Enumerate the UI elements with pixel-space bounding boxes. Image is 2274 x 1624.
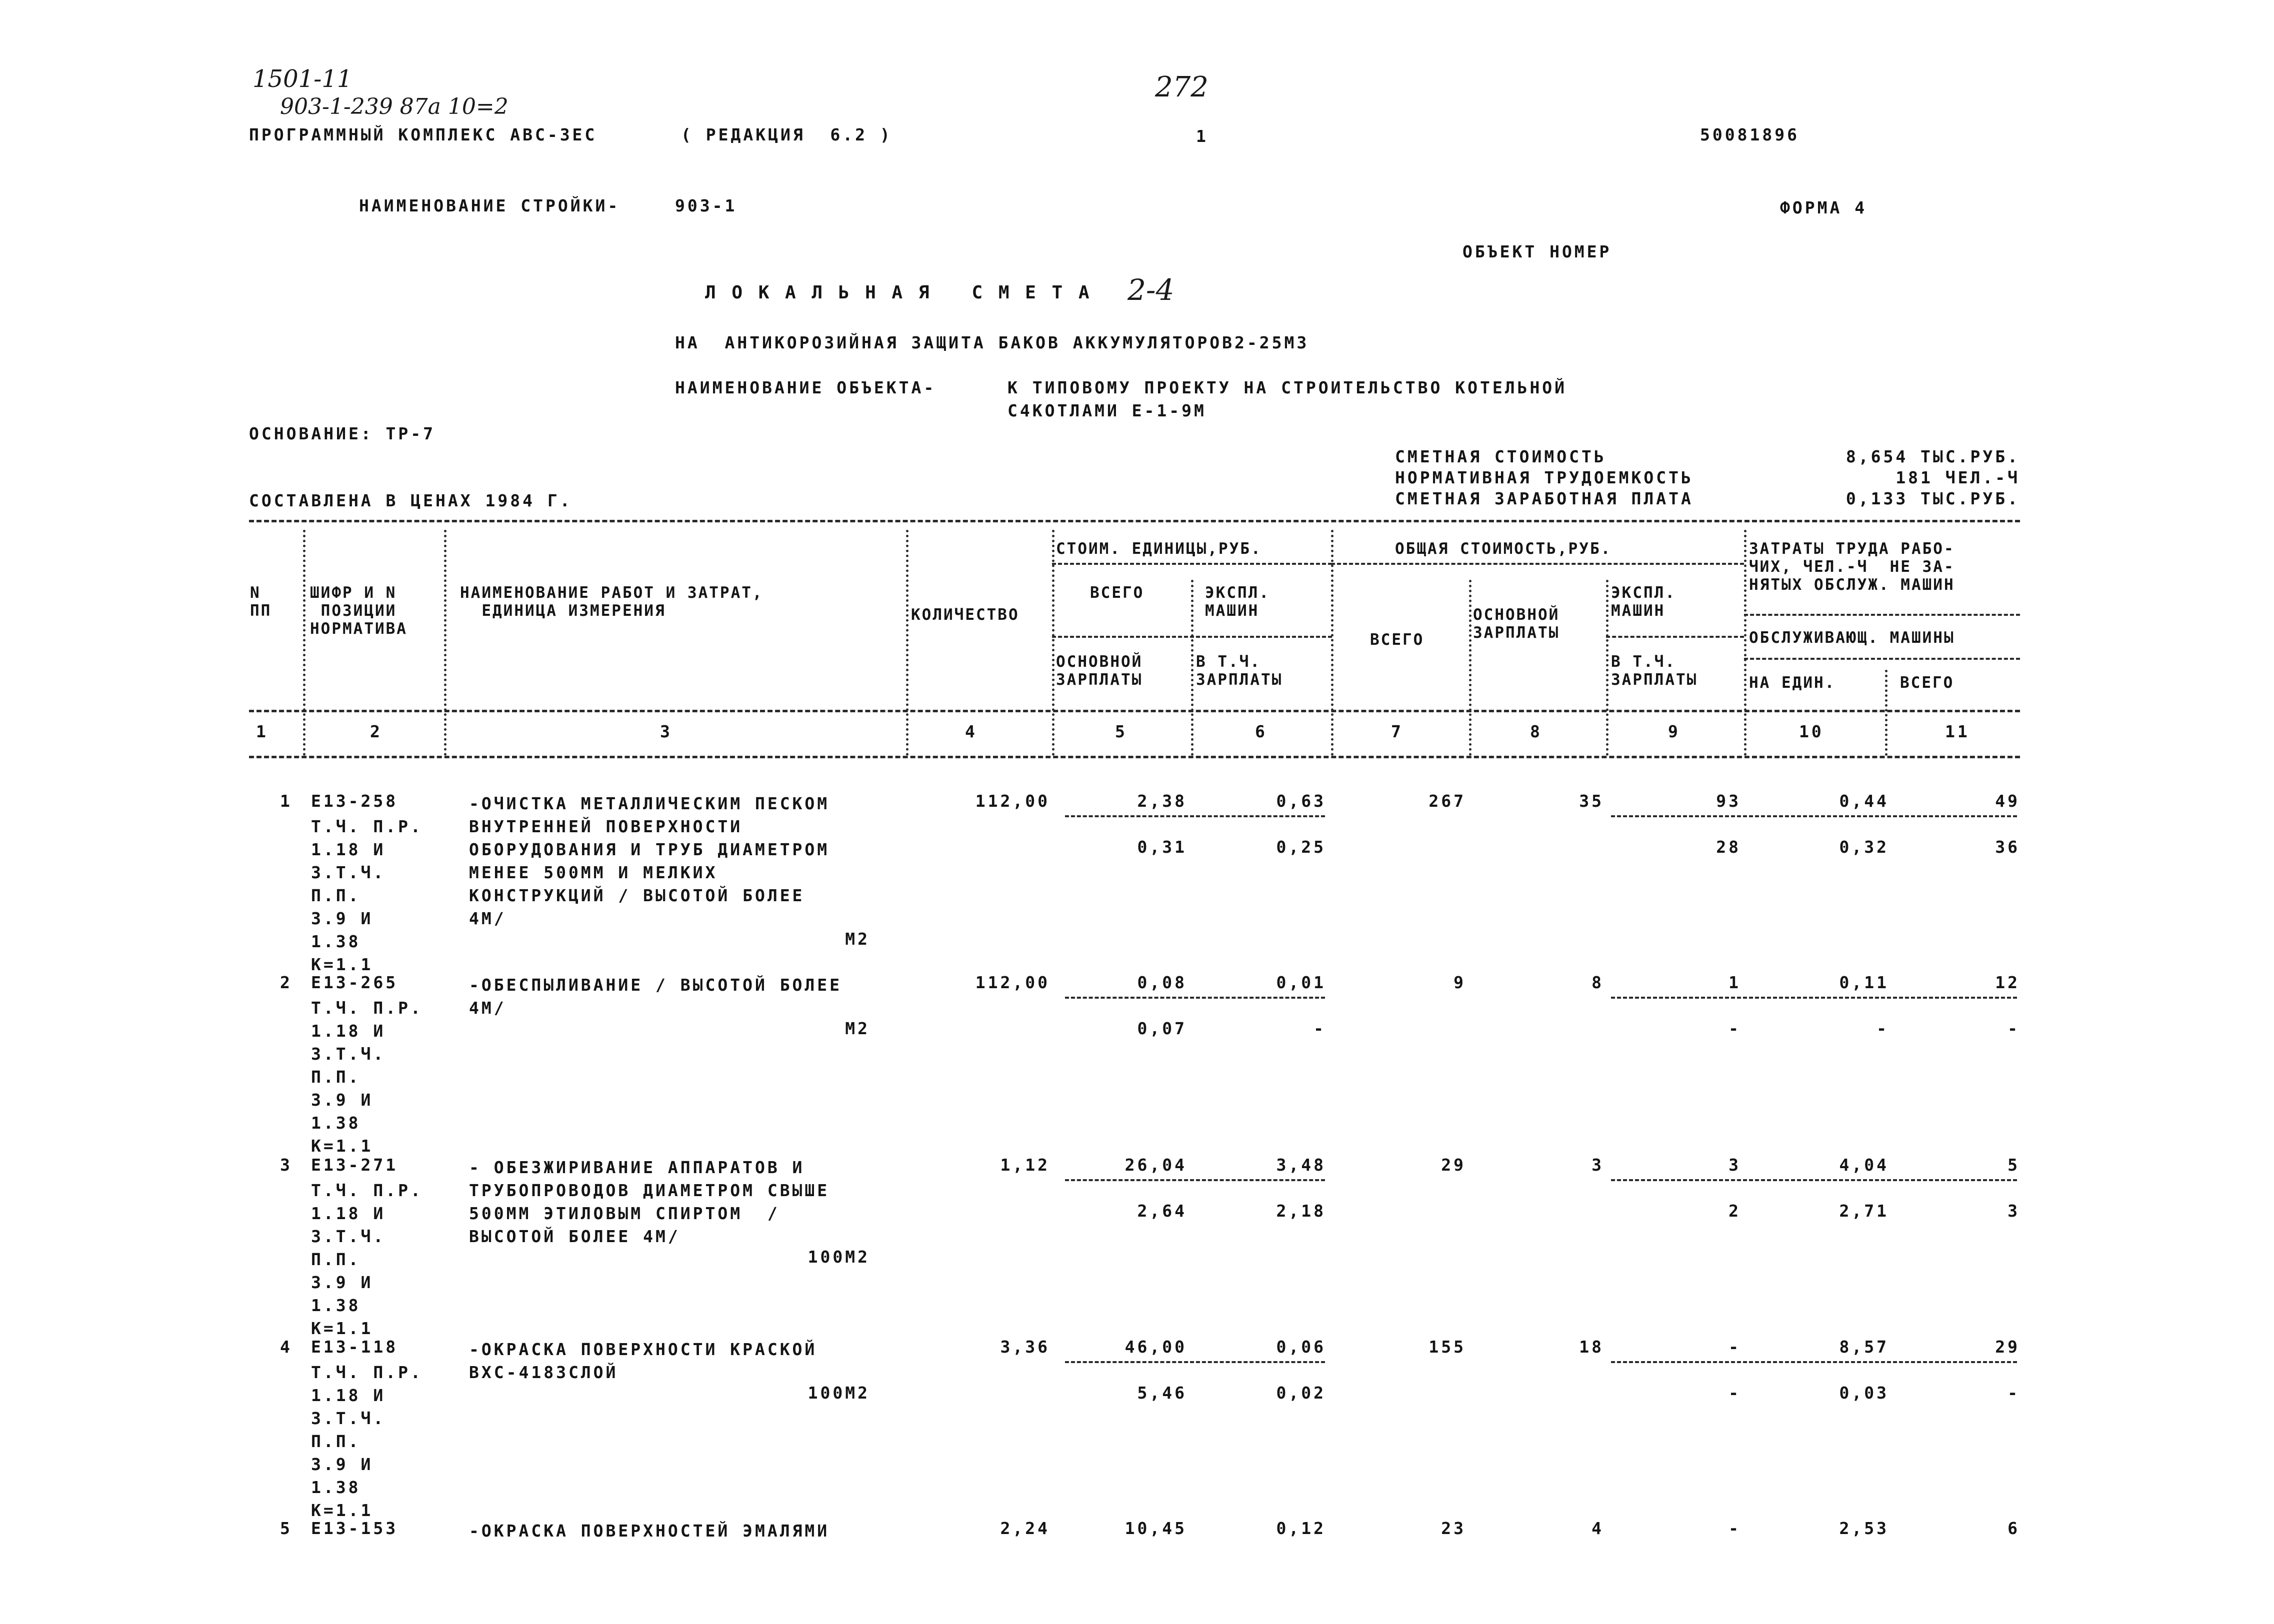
cell-u-total: 10,45	[1124, 1519, 1187, 1538]
col-header-labor-machines: ОБСЛУЖИВАЮЩ. МАШИНЫ	[1749, 629, 1955, 647]
cell-t-total: 23	[1441, 1519, 1466, 1538]
cell-u-mach: 0,12	[1276, 1519, 1326, 1538]
row-subtotal-rule	[1611, 1179, 2017, 1181]
cell-code-notes: Т.Ч. П.Р. 1.18 И 3.Т.Ч. П.П. 3.9 И 1.38 К=1.1	[311, 817, 423, 974]
cell-u-mach-wage: 0,02	[1276, 1383, 1326, 1403]
cell-t-mach-wage: -	[1728, 1383, 1741, 1403]
cell-l-total2: -	[2008, 1383, 2020, 1403]
cell-l-unit: 4,04	[1839, 1155, 1889, 1175]
cell-u-total: 26,04	[1124, 1155, 1187, 1175]
cell-t-mach: 93	[1716, 791, 1741, 811]
cell-code-notes: Т.Ч. П.Р. 1.18 И 3.Т.Ч. П.П. 3.9 И 1.38 К=1.1	[311, 1363, 423, 1520]
column-number: 3	[660, 722, 672, 741]
cell-l-total: 29	[1995, 1337, 2020, 1357]
object-name-line1: К ТИПОВОМУ ПРОЕКТУ НА СТРОИТЕЛЬСТВО КОТЕЛЬНОЙ	[1008, 378, 1568, 397]
col-header-unit-machine-wage: В Т.Ч. ЗАРПЛАТЫ	[1196, 653, 1283, 689]
summary-label-wage: СМЕТНАЯ ЗАРАБОТНАЯ ПЛАТА	[1395, 489, 1694, 508]
col-header-unit-total: ВСЕГО	[1090, 584, 1144, 602]
column-number: 1	[256, 722, 268, 741]
col-header-code: ШИФР И N ПОЗИЦИИ НОРМАТИВА	[310, 584, 408, 638]
cell-l-unit2: 2,71	[1839, 1201, 1889, 1221]
cell-u-mach: 0,63	[1276, 791, 1326, 811]
cell-n: 3	[280, 1155, 292, 1175]
program-edition: ( РЕДАКЦИЯ 6.2 )	[681, 125, 892, 144]
construction-name-label: НАИМЕНОВАНИЕ СТРОЙКИ-	[359, 196, 620, 215]
cell-l-unit: 0,11	[1839, 973, 1889, 992]
header-bottom-rule	[249, 710, 2020, 712]
cell-t-mach-wage: -	[1728, 1019, 1741, 1038]
cell-u-total: 0,08	[1137, 973, 1187, 992]
cell-code: Е13-118	[311, 1337, 398, 1357]
cell-u-mach: 3,48	[1276, 1155, 1326, 1175]
cell-l-total: 12	[1995, 973, 2020, 992]
cell-qty: 112,00	[975, 973, 1050, 992]
cell-l-total: 6	[2008, 1519, 2020, 1538]
cell-t-wage: 18	[1579, 1337, 1604, 1357]
cell-u-mach-wage: 2,18	[1276, 1201, 1326, 1221]
cell-t-wage: 35	[1579, 791, 1604, 811]
cell-code-notes: Т.Ч. П.Р. 1.18 И 3.Т.Ч. П.П. 3.9 И 1.38 К=1.1	[311, 1181, 423, 1338]
cell-u-wage: 5,46	[1137, 1383, 1187, 1403]
row-subtotal-rule	[1611, 997, 2017, 999]
cell-desc: -ОЧИСТКА МЕТАЛЛИЧЕСКИМ ПЕСКОМ ВНУТРЕННЕЙ ПОВЕРХНОСТИ ОБОРУДОВАНИЯ И ТРУБ ДИАМЕТРОМ МЕНЕЕ 500ММ И МЕЛКИХ КОНСТРУКЦИЙ / ВЫСОТОЙ БОЛЕЕ 4М/	[469, 794, 830, 928]
row-subtotal-rule	[1065, 997, 1325, 999]
cell-u-total: 46,00	[1124, 1337, 1187, 1357]
cell-code: Е13-258	[311, 791, 398, 811]
estimate-heading: Л О К А Л Ь Н А Я С М Е Т А	[705, 282, 1092, 303]
col-header-unit-cost: СТОИМ. ЕДИНИЦЫ,РУБ.	[1056, 540, 1262, 558]
col-header-quantity: КОЛИЧЕСТВО	[911, 606, 1020, 624]
handwritten-page-number: 272	[1155, 71, 1208, 103]
cell-desc: -ОКРАСКА ПОВЕРХНОСТИ КРАСКОЙ ВХС-4183СЛОЙ	[469, 1340, 818, 1382]
col-header-unit-wage: ОСНОВНОЙ ЗАРПЛАТЫ	[1056, 653, 1143, 689]
row-subtotal-rule	[1065, 815, 1325, 817]
cell-desc: - ОБЕЗЖИРИВАНИЕ АППАРАТОВ И ТРУБОПРОВОДОВ ДИАМЕТРОМ СВЫШЕ 500ММ ЭТИЛОВЫМ СПИРТОМ / ВЫСОТОЙ БОЛЕЕ 4М/	[469, 1158, 830, 1246]
cell-t-wage: 4	[1592, 1519, 1604, 1538]
column-number: 5	[1115, 722, 1128, 741]
handwritten-sheet-number: 1501-11	[252, 65, 352, 93]
col-header-description: НАИМЕНОВАНИЕ РАБОТ И ЗАТРАТ, ЕДИНИЦА ИЗМЕРЕНИЯ	[460, 584, 764, 620]
col-header-labor: ЗАТРАТЫ ТРУДА РАБО- ЧИХ, ЧЕЛ.-Ч НЕ ЗА- НЯТЫХ ОБСЛУЖ. МАШИН	[1749, 540, 1955, 594]
cell-t-mach-wage: 28	[1716, 837, 1741, 857]
cell-unit: М2	[845, 929, 870, 949]
cell-t-wage: 3	[1592, 1155, 1604, 1175]
cell-qty: 3,36	[1000, 1337, 1050, 1357]
cell-l-total2: 36	[1995, 837, 2020, 857]
cell-l-unit: 0,44	[1839, 791, 1889, 811]
handwritten-estimate-number: 2-4	[1128, 273, 1174, 307]
cell-l-unit2: 0,03	[1839, 1383, 1889, 1403]
cell-t-mach-wage: 2	[1728, 1201, 1741, 1221]
cell-code: Е13-153	[311, 1519, 398, 1538]
cell-l-total: 49	[1995, 791, 2020, 811]
summary-label-labor: НОРМАТИВНАЯ ТРУДОЕМКОСТЬ	[1395, 468, 1694, 487]
cell-t-total: 29	[1441, 1155, 1466, 1175]
column-number: 11	[1945, 722, 1970, 741]
column-number: 8	[1530, 722, 1542, 741]
cell-l-total: 5	[2008, 1155, 2020, 1175]
row-subtotal-rule	[1611, 815, 2017, 817]
summary-value-wage: 0,133 ТЫС.РУБ.	[1846, 489, 2020, 508]
table-top-rule	[249, 520, 2020, 522]
column-number: 6	[1255, 722, 1268, 741]
cell-qty: 2,24	[1000, 1519, 1050, 1538]
cell-code: Е13-271	[311, 1155, 398, 1175]
cell-n: 4	[280, 1337, 292, 1357]
cell-code: Е13-265	[311, 973, 398, 992]
cell-t-total: 267	[1428, 791, 1466, 811]
col-header-total-machine-wage: В Т.Ч. ЗАРПЛАТЫ	[1611, 653, 1698, 689]
row-subtotal-rule	[1065, 1179, 1325, 1181]
cell-t-wage: 8	[1592, 973, 1604, 992]
object-name-label: НАИМЕНОВАНИЕ ОБЪЕКТА-	[675, 378, 936, 397]
cell-n: 1	[280, 791, 292, 811]
form-label: ФОРМА 4	[1780, 198, 1868, 217]
cell-l-unit2: -	[1876, 1019, 1889, 1038]
col-header-labor-per-unit: НА ЕДИН.	[1749, 674, 1836, 692]
cell-t-mach: -	[1728, 1519, 1741, 1538]
prices-year: СОСТАВЛЕНА В ЦЕНАХ 1984 Г.	[249, 491, 572, 510]
column-number: 2	[370, 722, 382, 741]
handwritten-project-ref: 903-1-239 87а 10=2	[280, 94, 508, 119]
cell-t-mach: 1	[1728, 973, 1741, 992]
document-code: 50081896	[1700, 125, 1800, 144]
cell-t-mach: 3	[1728, 1155, 1741, 1175]
program-name: ПРОГРАММНЫЙ КОМПЛЕКС АВС-3ЕС	[249, 125, 598, 144]
summary-label-cost: СМЕТНАЯ СТОИМОСТЬ	[1395, 447, 1606, 466]
row-subtotal-rule	[1065, 1361, 1325, 1363]
summary-value-cost: 8,654 ТЫС.РУБ.	[1846, 447, 2020, 466]
cell-code-notes: Т.Ч. П.Р. 1.18 И 3.Т.Ч. П.П. 3.9 И 1.38 К=1.1	[311, 998, 423, 1156]
cell-l-total2: 3	[2008, 1201, 2020, 1221]
numbers-bottom-rule	[249, 756, 2020, 758]
column-number: 9	[1668, 722, 1680, 741]
column-number: 7	[1391, 722, 1404, 741]
col-header-number: N ПП	[250, 584, 272, 620]
estimate-basis: ОСНОВАНИЕ: ТР-7	[249, 424, 436, 443]
col-header-unit-machines: ЭКСПЛ. МАШИН	[1205, 584, 1270, 620]
cell-unit: М2	[845, 1019, 870, 1038]
estimate-subject: НА АНТИКОРОЗИЙНАЯ ЗАЩИТА БАКОВ АККУМУЛЯТОРОВ2-25М3	[675, 333, 1310, 352]
cell-l-unit: 8,57	[1839, 1337, 1889, 1357]
object-name-line2: С4КОТЛАМИ Е-1-9М	[1008, 401, 1206, 420]
cell-l-unit: 2,53	[1839, 1519, 1889, 1538]
column-number: 10	[1799, 722, 1824, 741]
cell-unit: 100М2	[808, 1383, 870, 1403]
col-header-labor-total: ВСЕГО	[1900, 674, 1954, 692]
cell-t-total: 155	[1428, 1337, 1466, 1357]
cell-t-mach: -	[1728, 1337, 1741, 1357]
cell-desc: -ОКРАСКА ПОВЕРХНОСТЕЙ ЭМАЛЯМИ	[469, 1521, 830, 1541]
cell-qty: 1,12	[1000, 1155, 1050, 1175]
cell-qty: 112,00	[975, 791, 1050, 811]
col-header-total-machines: ЭКСПЛ. МАШИН	[1611, 584, 1676, 620]
col-header-total: ВСЕГО	[1370, 631, 1424, 649]
cell-u-wage: 0,07	[1137, 1019, 1187, 1038]
cell-u-total: 2,38	[1137, 791, 1187, 811]
column-number: 4	[965, 722, 978, 741]
cell-u-mach-wage: 0,25	[1276, 837, 1326, 857]
summary-value-labor: 181 ЧЕЛ.-Ч	[1896, 468, 2020, 487]
col-header-total-cost: ОБЩАЯ СТОИМОСТЬ,РУБ.	[1395, 540, 1612, 558]
object-number-label: ОБЪЕКТ НОМЕР	[1462, 242, 1612, 261]
cell-n: 5	[280, 1519, 292, 1538]
col-header-total-wage: ОСНОВНОЙ ЗАРПЛАТЫ	[1473, 606, 1560, 642]
cell-u-mach: 0,06	[1276, 1337, 1326, 1357]
cell-u-wage: 0,31	[1137, 837, 1187, 857]
cell-u-mach-wage: -	[1314, 1019, 1326, 1038]
cell-desc: -ОБЕСПЫЛИВАНИЕ / ВЫСОТОЙ БОЛЕЕ 4М/	[469, 975, 842, 1018]
row-subtotal-rule	[1611, 1361, 2017, 1363]
cell-u-wage: 2,64	[1137, 1201, 1187, 1221]
cell-unit: 100М2	[808, 1247, 870, 1267]
cell-l-total2: -	[2008, 1019, 2020, 1038]
cell-l-unit2: 0,32	[1839, 837, 1889, 857]
cell-u-mach: 0,01	[1276, 973, 1326, 992]
construction-name-value: 903-1	[675, 196, 738, 215]
page-marker: 1	[1196, 126, 1208, 146]
cell-n: 2	[280, 973, 292, 992]
cell-t-total: 9	[1454, 973, 1466, 992]
